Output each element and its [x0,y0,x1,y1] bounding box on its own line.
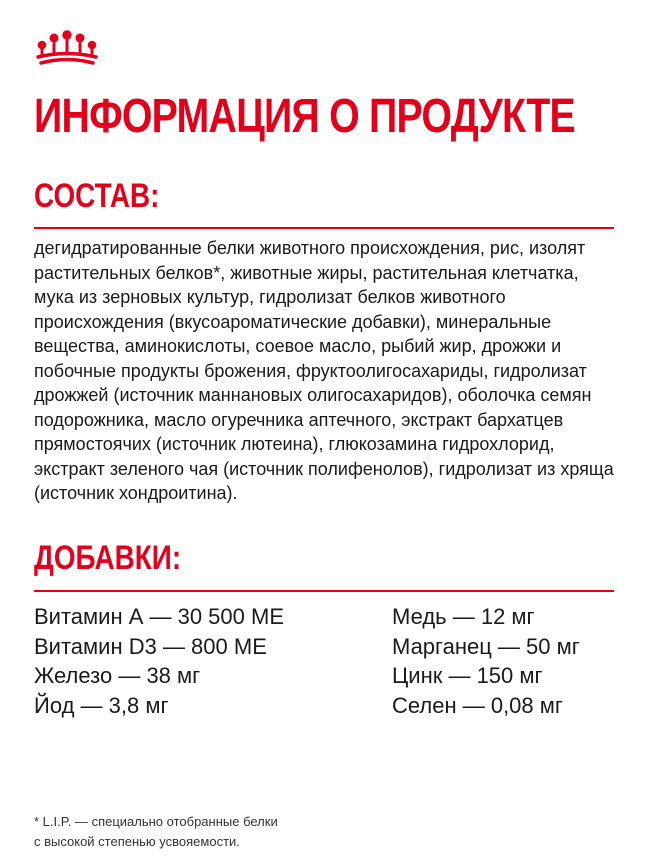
footnote-line: * L.I.P. — специально отобранные белки [34,814,278,829]
additive-item: Витамин А — 30 500 МЕ [34,604,285,629]
additive-item: Медь — 12 мг [392,604,535,629]
additive-item: Железо — 38 мг [34,663,201,688]
composition-divider [34,227,614,229]
additives-divider [34,590,614,592]
additives-right-column [392,602,622,720]
additives-left-column [34,602,392,720]
composition-heading: СОСТАВ: [34,177,160,215]
footnote [34,812,434,852]
additive-item: Йод — 3,8 мг [34,692,169,718]
additives-list [34,602,624,720]
additive-item: Марганец — 50 мг [392,633,580,659]
crown-icon [32,30,102,72]
additive-item: Витамин D3 — 800 МЕ [34,633,267,659]
footnote-line: с высокой степенью усвояемости. [34,834,240,849]
additives-heading: ДОБАВКИ: [34,539,182,577]
page-title: ИНФОРМАЦИЯ О ПРОДУКТЕ [34,90,575,143]
additive-item: Цинк — 150 мг [392,663,543,688]
composition-text: дегидратированные белки животного происхождения, рис, изолят растительных белков*, животные жиры, растительная клетчатка, мука из зерновых культур, гидролизат белков животного происхождения (вкусоароматические добавки), минеральные вещества, аминокислоты, соевое масло, рыбий жир, дрожжи и побочные продукты брожения, фруктоолигосахариды, гидролизат дрожжей (источник маннановых олигосахаридов), оболочка семян подорожника, масло огуречника аптечного, экстракт бархатцев прямостоячих (источник лютеина), глюкозамина гидрохлорид, экстракт зеленого чая (источник полифенолов), гидролизат из хряща (источник хондроитина). [34,238,614,503]
additive-item: Селен — 0,08 мг [392,692,563,718]
